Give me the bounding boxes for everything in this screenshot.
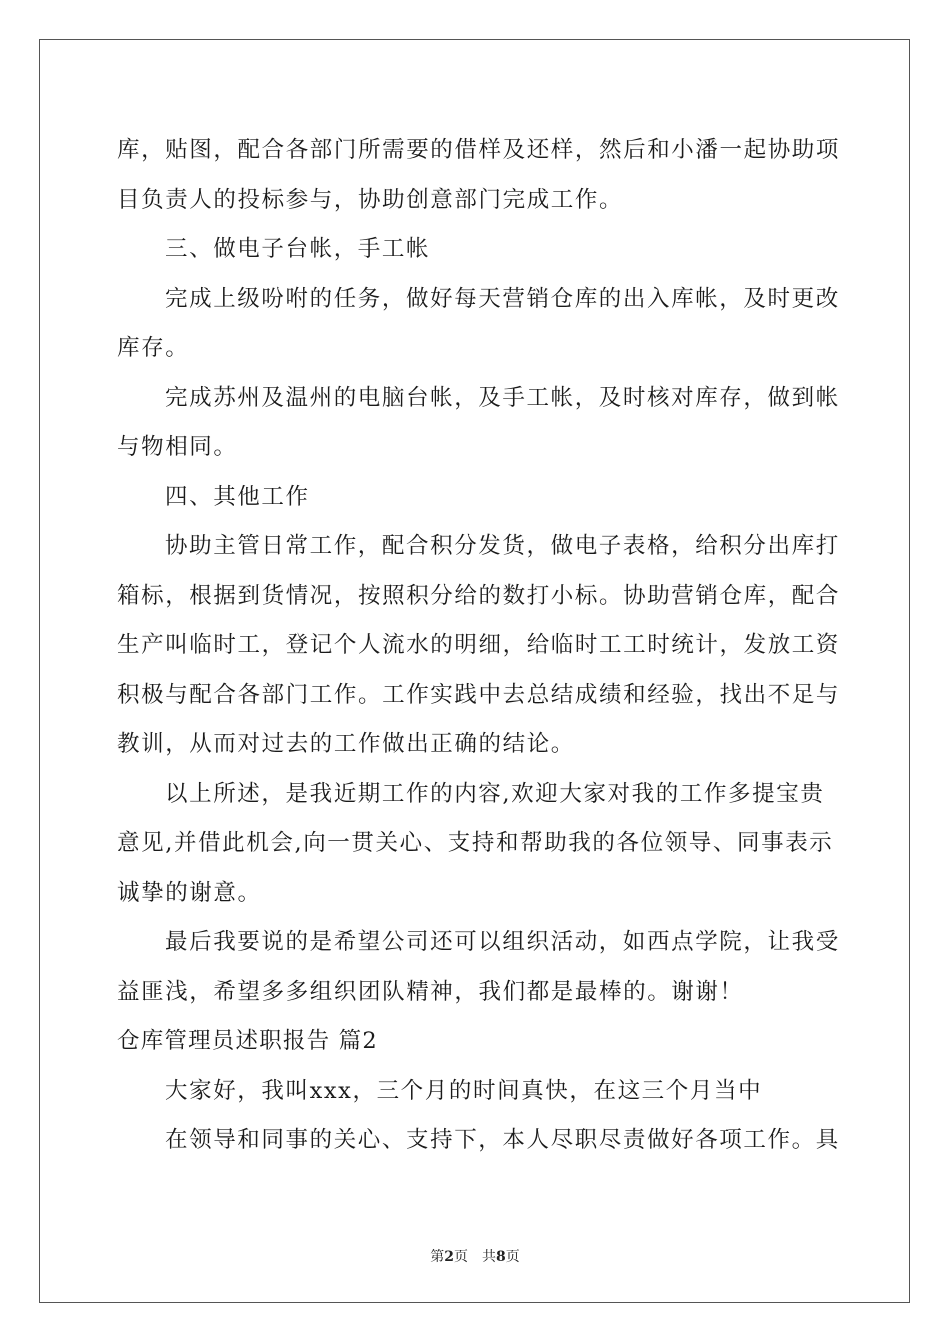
text-line: 完成苏州及温州的电脑台帐，及手工帐，及时核对库存，做到帐 bbox=[165, 384, 840, 411]
text-line: 库，贴图，配合各部门所需要的借样及还样，然后和小潘一起协助项 bbox=[117, 137, 841, 163]
text-line: 积极与配合各部门工作。工作实践中去总结成绩和经验，找出不足与 bbox=[117, 681, 841, 708]
text-line: 教训，从而对过去的工作做出正确的结论。 bbox=[117, 731, 575, 757]
text-line: 在领导和同事的关心、支持下，本人尽职尽责做好各项工作。具 bbox=[165, 1127, 840, 1153]
text-line: 最后我要说的是希望公司还可以组织活动，如西点学院，让我受 bbox=[165, 929, 840, 955]
current-page-number: 2 bbox=[444, 1249, 454, 1265]
text-line: 以上所述，是我近期工作的内容,欢迎大家对我的工作多提宝贵 bbox=[165, 780, 825, 807]
footer-page-word: 页 bbox=[454, 1249, 468, 1265]
page-footer bbox=[0, 1248, 950, 1266]
text-line: 诚挚的谢意。 bbox=[117, 879, 262, 906]
document-body bbox=[117, 126, 841, 1166]
footer-total-prefix: 共 bbox=[482, 1249, 496, 1265]
text-line: 协助主管日常工作，配合积分发货，做电子表格，给积分出库打 bbox=[165, 533, 840, 559]
section-heading-3: 三、做电子台帐，手工帐 bbox=[165, 236, 431, 262]
report-title: 仓库管理员述职报告 篇2 bbox=[117, 1028, 378, 1054]
text-line: 大家好，我叫xxx，三个月的时间真快，在这三个月当中 bbox=[165, 1077, 763, 1104]
text-line: 益匪浅，希望多多组织团队精神，我们都是最棒的。谢谢！ bbox=[117, 978, 744, 1005]
footer-total-suffix: 页 bbox=[505, 1249, 520, 1265]
text-line: 与物相同。 bbox=[117, 434, 238, 460]
text-line: 生产叫临时工，登记个人流水的明细，给临时工工时统计，发放工资 bbox=[117, 632, 841, 658]
text-line: 目负责人的投标参与，协助创意部门完成工作。 bbox=[117, 186, 624, 213]
section-heading-4: 四、其他工作 bbox=[165, 483, 310, 510]
footer-prefix: 第 bbox=[430, 1249, 445, 1265]
total-page-count: 8 bbox=[496, 1249, 506, 1265]
text-line: 意见,并借此机会,向一贯关心、支持和帮助我的各位领导、同事表示 bbox=[117, 830, 834, 856]
text-line: 箱标，根据到货情况，按照积分给的数打小标。协助营销仓库，配合 bbox=[117, 582, 841, 609]
text-line: 库存。 bbox=[117, 335, 190, 361]
text-line: 完成上级吩咐的任务，做好每天营销仓库的出入库帐，及时更改 bbox=[165, 285, 840, 312]
